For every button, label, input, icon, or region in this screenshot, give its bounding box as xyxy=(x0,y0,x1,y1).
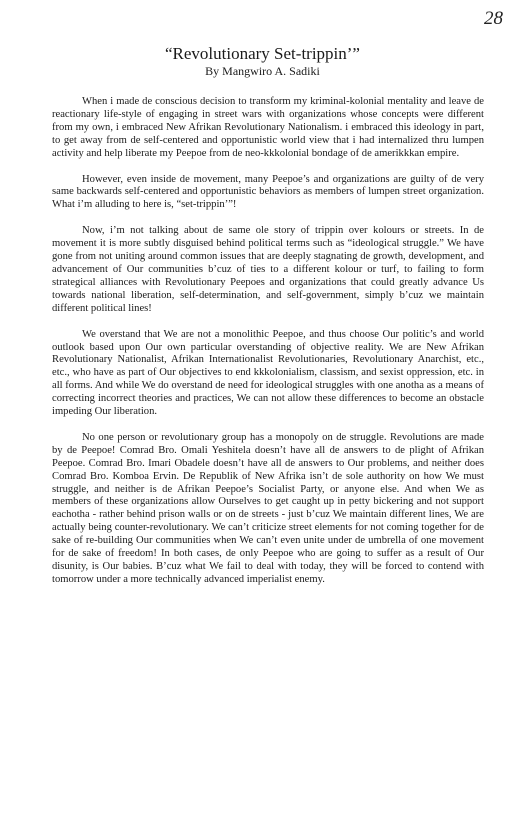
paragraph: However, even inside de movement, many Peepoe’s and organizations are guilty of de very same backwards self-centered and opportunistic behaviors as members of lumpen street organization. What i’m alluding to here is, “set-trippin’”! xyxy=(52,173,484,211)
paragraph: When i made de conscious decision to transform my kriminal-kolonial mentality and leave de reactionary life-style of engaging in street wars with organizations whose concepts were different from my own, i embraced New Afrikan Revolutionary Nationalism. i embraced this ideology in part, to get away from de self-centered and opportunistic world view that i had internalized thru lumpen activity and help liberate my Peepoe from de neo-kkkolonial bondage of de amerikkkan empire. xyxy=(52,96,484,159)
article-byline: By Mangwiro A. Sadiki xyxy=(205,64,320,78)
paragraph: No one person or revolutionary group has a monopoly on de struggle. Revolutions are made by de Peepoe! Comrad Bro. Omali Yeshitela doesn’t have all de answers to de plight of Afrikan Peepoe. Comrad Bro. Imari Obadele doesn’t have all de answers to Our problems, and neither does Comrad Bro. Komboa Ervin. De Republik of New Afrika isn’t de sole authority on how We must struggle, and neither is de Afrikan Peepoe’s Socialist Party, or anyone else. And when We as members of these organizations allow Ourselves to get caught up in petty bickering and not support eachotha - rather behind prison walls or on de streets - just b’cuz We maintain different lines, We are actually being counter-revolutionary. We can’t criticize street elements for not coming together for de sake of re-building Our communities when We can’t even unite under de umbrella of one movement for de sake of freedom! In both cases, de only Peepoe who are going to suffer as a result of Our disunity, is Our babies. B’cuz what We fail to deal with today, they will be forced to contend with tomorrow under a more technically advanced imperialist enemy. xyxy=(52,431,484,585)
page-number: 28 xyxy=(484,8,503,29)
article-header xyxy=(0,44,525,78)
paragraph: Now, i’m not talking about de same ole story of trippin over kolours or streets. In de movement it is more subtly disguised behind political terms such as “ideological struggle.” We have gone from not uniting around common issues that are deeply stagnating de growth, development, and advancement of Our communities b’cuz of ties to a different kolour or turf, to failing to form strategical alliances with Revolutionary Peepoes and organizations that could greatly advance Us towards national liberation, self-determination, and self-government, simply b’cuz we maintain different political lines! xyxy=(52,225,484,314)
article-body xyxy=(52,96,484,600)
paragraph: We overstand that We are not a monolithic Peepoe, and thus choose Our politic’s and world outlook based upon Our own particular overstanding of objective reality. We are New Afrikan Revolutionary Nationalist, Afrikan Internationalist Revolutionaries, Revolutionary Anarchist, etc., etc., who have as part of Our objectives to end kkkolonialism, classism, and sexist oppression, etc. in all forms. And while We do overstand de need for ideological struggles with one anotha as a means of correcting incorrect theories and practices, We can not allow these differences to become an obstacle impeding Our liberation. xyxy=(52,328,484,418)
article-title: “Revolutionary Set-trippin’” xyxy=(165,44,360,63)
